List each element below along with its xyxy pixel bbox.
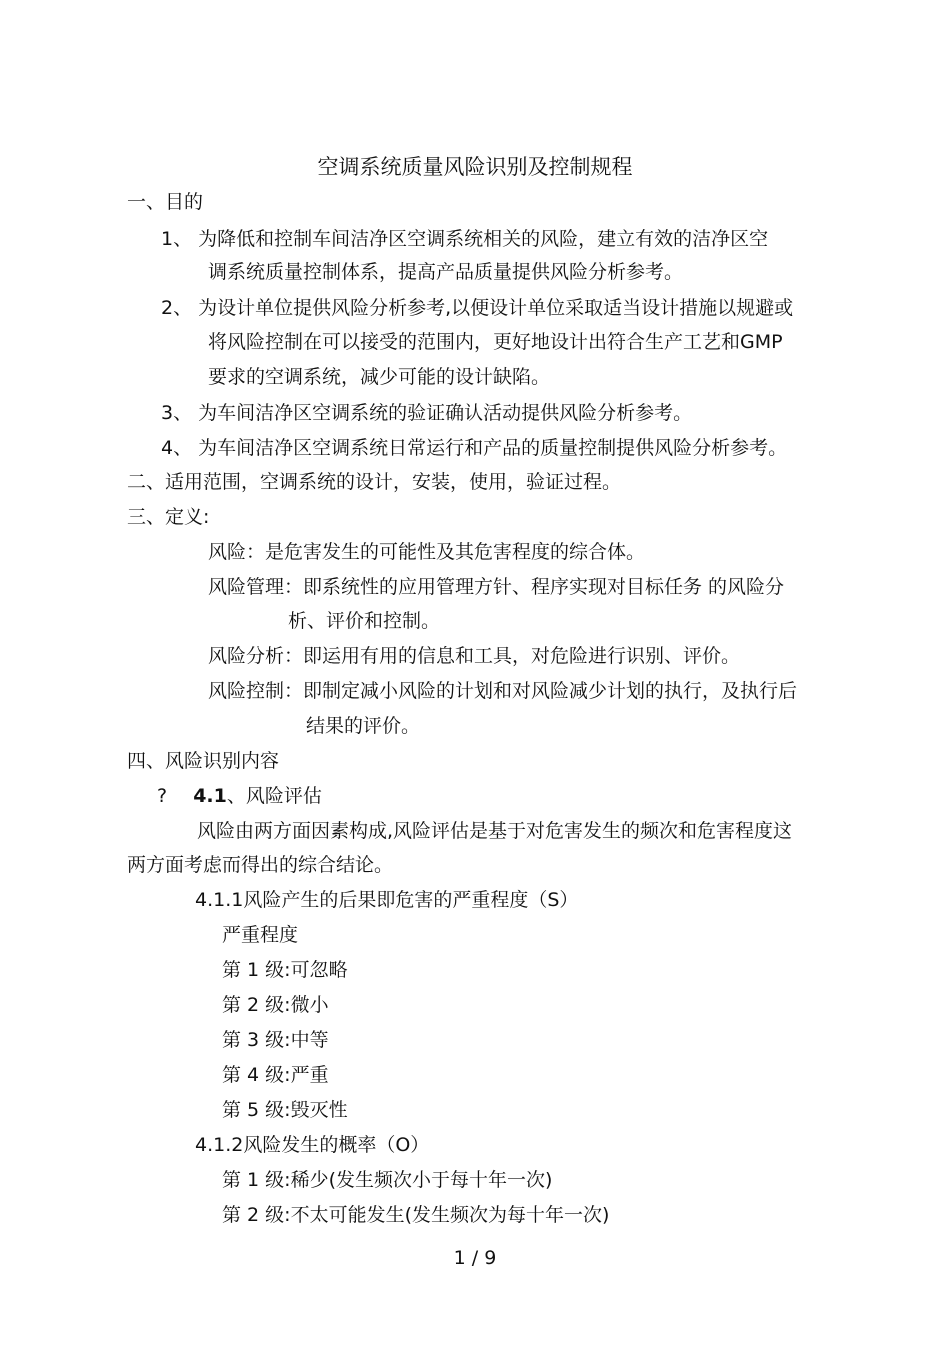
severity-level-1: 第 1 级:可忽略 bbox=[222, 959, 348, 981]
purpose-item-4: 4、 为车间洁净区空调系统日常运行和产品的质量控制提供风险分析参考。 bbox=[161, 437, 788, 459]
page-number: 1 / 9 bbox=[453, 1247, 497, 1269]
section-heading-scope: 二、适用范围，空调系统的设计，安装，使用，验证过程。 bbox=[127, 471, 622, 493]
probability-level-2: 第 2 级:不太可能发生(发生频次为每十年一次) bbox=[222, 1204, 610, 1226]
section-heading-definitions: 三、定义: bbox=[127, 506, 210, 528]
subsection-marker: ? bbox=[157, 785, 168, 807]
definition-risk-management-line-2: 析、评价和控制。 bbox=[288, 610, 441, 632]
subsection-4-1-heading bbox=[157, 784, 322, 808]
definition-risk-control-line-2: 结果的评价。 bbox=[306, 715, 421, 737]
definition-risk-analysis: 风险分析：即运用有用的信息和工具，对危险进行识别、评价。 bbox=[208, 645, 741, 667]
severity-label: 严重程度 bbox=[222, 924, 299, 946]
section-heading-purpose: 一、目的 bbox=[127, 191, 204, 213]
definition-risk-control-line-1: 风险控制：即制定减小风险的计划和对风险减少计划的执行，及执行后 bbox=[208, 680, 798, 702]
risk-assessment-paragraph-line-1: 风险由两方面因素构成,风险评估是基于对危害发生的频次和危害程度这 bbox=[197, 820, 793, 842]
purpose-item-2-line-3: 要求的空调系统，减少可能的设计缺陷。 bbox=[208, 366, 551, 388]
purpose-item-2-line-2: 将风险控制在可以接受的范围内，更好地设计出符合生产工艺和GMP bbox=[208, 331, 783, 353]
subsection-number: 4.1 bbox=[193, 785, 227, 807]
document-title: 空调系统质量风险识别及控制规程 bbox=[317, 155, 633, 179]
purpose-item-3: 3、 为车间洁净区空调系统的验证确认活动提供风险分析参考。 bbox=[161, 402, 693, 424]
section-heading-risk-identification: 四、风险识别内容 bbox=[127, 750, 280, 772]
purpose-item-1-line-1: 1、 为降低和控制车间洁净区空调系统相关的风险，建立有效的洁净区空 bbox=[161, 228, 769, 250]
severity-level-5: 第 5 级:毁灭性 bbox=[222, 1099, 348, 1121]
purpose-item-2-line-1: 2、 为设计单位提供风险分析参考,以便设计单位采取适当设计措施以规避或 bbox=[161, 297, 794, 319]
subsection-title: 、风险评估 bbox=[226, 785, 322, 807]
severity-level-4: 第 4 级:严重 bbox=[222, 1064, 329, 1086]
subsection-4-1-1-heading: 4.1.1风险产生的后果即危害的严重程度（S） bbox=[195, 889, 579, 911]
severity-level-3: 第 3 级:中等 bbox=[222, 1029, 329, 1051]
subsection-4-1-2-heading: 4.1.2风险发生的概率（O） bbox=[195, 1134, 430, 1156]
definition-risk: 风险：是危害发生的可能性及其危害程度的综合体。 bbox=[208, 541, 646, 563]
purpose-item-1-line-2: 调系统质量控制体系，提高产品质量提供风险分析参考。 bbox=[208, 261, 684, 283]
severity-level-2: 第 2 级:微小 bbox=[222, 994, 329, 1016]
risk-assessment-paragraph-line-2: 两方面考虑而得出的综合结论。 bbox=[127, 854, 394, 876]
definition-risk-management-line-1: 风险管理：即系统性的应用管理方针、程序实现对目标任务 的风险分 bbox=[208, 576, 785, 598]
probability-level-1: 第 1 级:稀少(发生频次小于每十年一次) bbox=[222, 1169, 553, 1191]
